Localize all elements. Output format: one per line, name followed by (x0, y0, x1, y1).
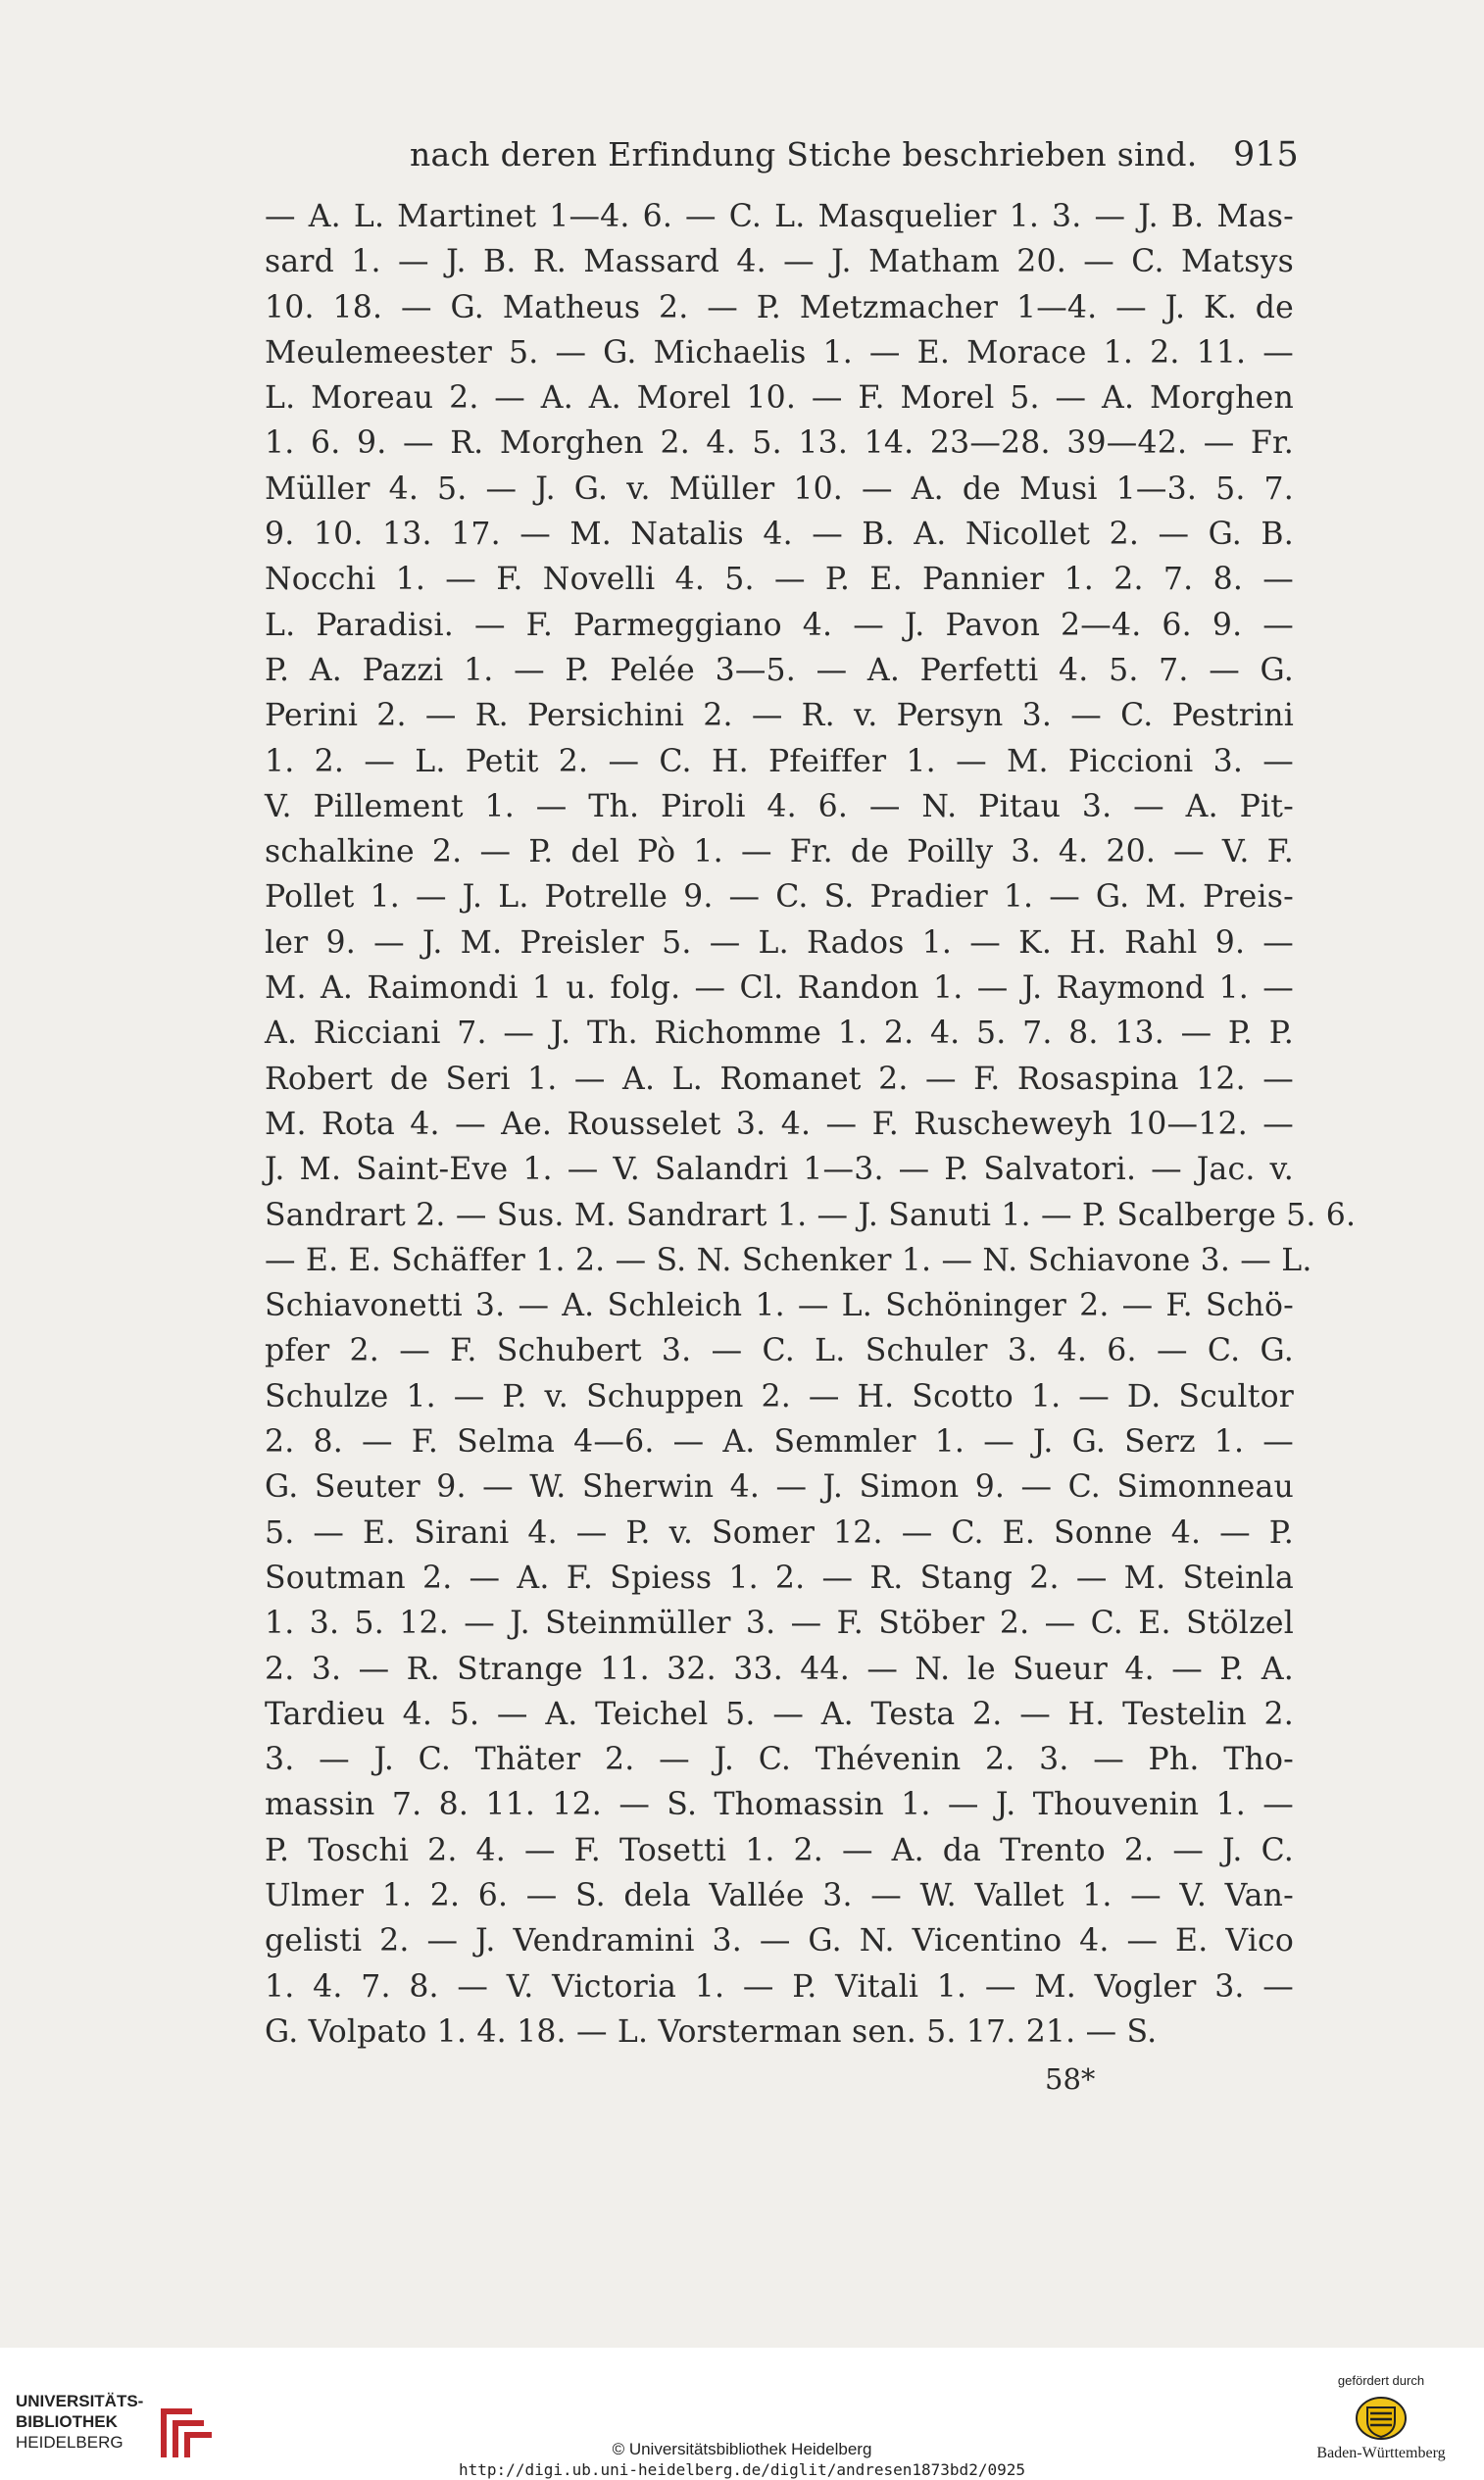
text-line: — E. E. Schäffer 1. 2. — S. N. Schenker 1. — N. Schiavone 3. — L. (265, 1242, 1312, 1278)
text-line: 5. — E. Sirani 4. — P. v. Somer 12. — C. E. Sonne 4. — P. (265, 1514, 1294, 1551)
text-line: 10. 18. — G. Matheus 2. — P. Metzmacher 1—4. — J. K. de (265, 289, 1294, 325)
text-line: Pollet 1. — J. L. Potrelle 9. — C. S. Pradier 1. — G. M. Preis- (265, 879, 1294, 916)
text-line: Meulemeester 5. — G. Michaelis 1. — E. Morace 1. 2. 11. — (265, 334, 1294, 371)
text-line: 2. 3. — R. Strange 11. 32. 33. 44. — N. le Sueur 4. — P. A. (265, 1651, 1294, 1687)
index-text-block (265, 194, 1357, 2055)
library-name-line: BIBLIOTHEK (16, 2412, 118, 2431)
text-line: L. Paradisi. — F. Parmeggiano 4. — J. Pavon 2—4. 6. 9. — (265, 607, 1294, 643)
coat-of-arms-icon (1355, 2396, 1408, 2441)
text-line: 3. — J. C. Thäter 2. — J. C. Thévenin 2. 3. — Ph. Tho- (265, 1742, 1294, 1778)
text-line: 1. 4. 7. 8. — V. Victoria 1. — P. Vitali 1. — M. Vogler 3. — (265, 1968, 1294, 2005)
text-line: J. M. Saint-Eve 1. — V. Salandri 1—3. — P. Salvatori. — Jac. v. (265, 1152, 1294, 1188)
page-number: 915 (1233, 135, 1299, 174)
text-line: Sandrart 2. — Sus. M. Sandrart 1. — J. Sanuti 1. — P. Scalberge 5. 6. (265, 1197, 1357, 1233)
funder-name: Baden-Württemberg (1316, 2445, 1446, 2461)
text-line: Soutman 2. — A. F. Spiess 1. 2. — R. Stang 2. — M. Steinla (265, 1560, 1294, 1596)
text-line: 1. 2. — L. Petit 2. — C. H. Pfeiffer 1. — M. Piccioni 3. — (265, 743, 1294, 779)
footer-bar (0, 2348, 1484, 2480)
library-name-line: UNIVERSITÄTS- (16, 2392, 144, 2410)
text-line: Tardieu 4. 5. — A. Teichel 5. — A. Testa 2. — H. Testelin 2. (265, 1696, 1294, 1732)
text-line: P. A. Pazzi 1. — P. Pelée 3—5. — A. Perfetti 4. 5. 7. — G. (265, 652, 1294, 688)
text-line: M. Rota 4. — Ae. Rousselet 3. 4. — F. Ruscheweyh 10—12. — (265, 1106, 1294, 1142)
copyright-notice: © Universitätsbibliothek Heidelberg (612, 2440, 872, 2458)
text-line: G. Volpato 1. 4. 18. — L. Vorsterman sen. 5. 17. 21. — S. (265, 2013, 1158, 2050)
text-line: Müller 4. 5. — J. G. v. Müller 10. — A. de Musi 1—3. 5. 7. (265, 471, 1294, 507)
text-line: massin 7. 8. 11. 12. — S. Thomassin 1. — J. Thouvenin 1. — (265, 1787, 1294, 1823)
text-line: A. Ricciani 7. — J. Th. Richomme 1. 2. 4. 5. 7. 8. 13. — P. P. (265, 1016, 1294, 1052)
text-line: V. Pillement 1. — Th. Piroli 4. 6. — N. Pitau 3. — A. Pit- (265, 788, 1294, 824)
text-line: M. A. Raimondi 1 u. folg. — Cl. Randon 1. — J. Raymond 1. — (265, 970, 1294, 1007)
text-line: Schulze 1. — P. v. Schuppen 2. — H. Scotto 1. — D. Scultor (265, 1378, 1294, 1414)
text-line: 1. 6. 9. — R. Morghen 2. 4. 5. 13. 14. 23—28. 39—42. — Fr. (265, 425, 1294, 462)
text-line: Ulmer 1. 2. 6. — S. dela Vallée 3. — W. Vallet 1. — V. Van- (265, 1877, 1294, 1913)
text-line: 2. 8. — F. Selma 4—6. — A. Semmler 1. — J. G. Serz 1. — (265, 1424, 1294, 1461)
text-line: ler 9. — J. M. Preisler 5. — L. Rados 1. — K. H. Rahl 9. — (265, 924, 1294, 961)
text-line: L. Moreau 2. — A. A. Morel 10. — F. Morel 5. — A. Morghen (265, 380, 1294, 417)
text-line: pfer 2. — F. Schubert 3. — C. L. Schuler 3. 4. 6. — C. G. (265, 1333, 1294, 1369)
signature-mark: 58* (1045, 2062, 1096, 2096)
funded-by-label: gefördert durch (1337, 2373, 1425, 2388)
text-line: 1. 3. 5. 12. — J. Steinmüller 3. — F. Stöber 2. — C. E. Stölzel (265, 1606, 1294, 1642)
text-line: — A. L. Martinet 1—4. 6. — C. L. Masquelier 1. 3. — J. B. Mas- (265, 199, 1294, 234)
text-line: schalkine 2. — P. del Pò 1. — Fr. de Poilly 3. 4. 20. — V. F. (265, 834, 1294, 870)
source-url-link[interactable]: http://digi.ub.uni-heidelberg.de/diglit/andresen1873bd2/0925 (459, 2460, 1025, 2479)
text-line: 9. 10. 13. 17. — M. Natalis 4. — B. A. Nicollet 2. — G. B. (265, 517, 1294, 553)
running-head: nach deren Erfindung Stiche beschrieben sind. (410, 135, 1198, 174)
text-line: Robert de Seri 1. — A. L. Romanet 2. — F. Rosaspina 12. — (265, 1061, 1294, 1097)
text-line: Nocchi 1. — F. Novelli 4. 5. — P. E. Pannier 1. 2. 7. 8. — (265, 562, 1294, 598)
text-line: G. Seuter 9. — W. Sherwin 4. — J. Simon 9. — C. Simonneau (265, 1469, 1294, 1506)
text-line: Perini 2. — R. Persichini 2. — R. v. Persyn 3. — C. Pestrini (265, 698, 1294, 734)
text-line: P. Toschi 2. 4. — F. Tosetti 1. 2. — A. da Trento 2. — J. C. (265, 1832, 1294, 1868)
funder-block (1298, 2373, 1464, 2476)
text-line: Schiavonetti 3. — A. Schleich 1. — L. Schöninger 2. — F. Schö- (265, 1288, 1294, 1324)
text-line: sard 1. — J. B. R. Massard 4. — J. Matham 20. — C. Matsys (265, 244, 1294, 280)
library-name-line: HEIDELBERG (16, 2433, 124, 2452)
text-line: gelisti 2. — J. Vendramini 3. — G. N. Vicentino 4. — E. Vico (265, 1923, 1294, 1959)
